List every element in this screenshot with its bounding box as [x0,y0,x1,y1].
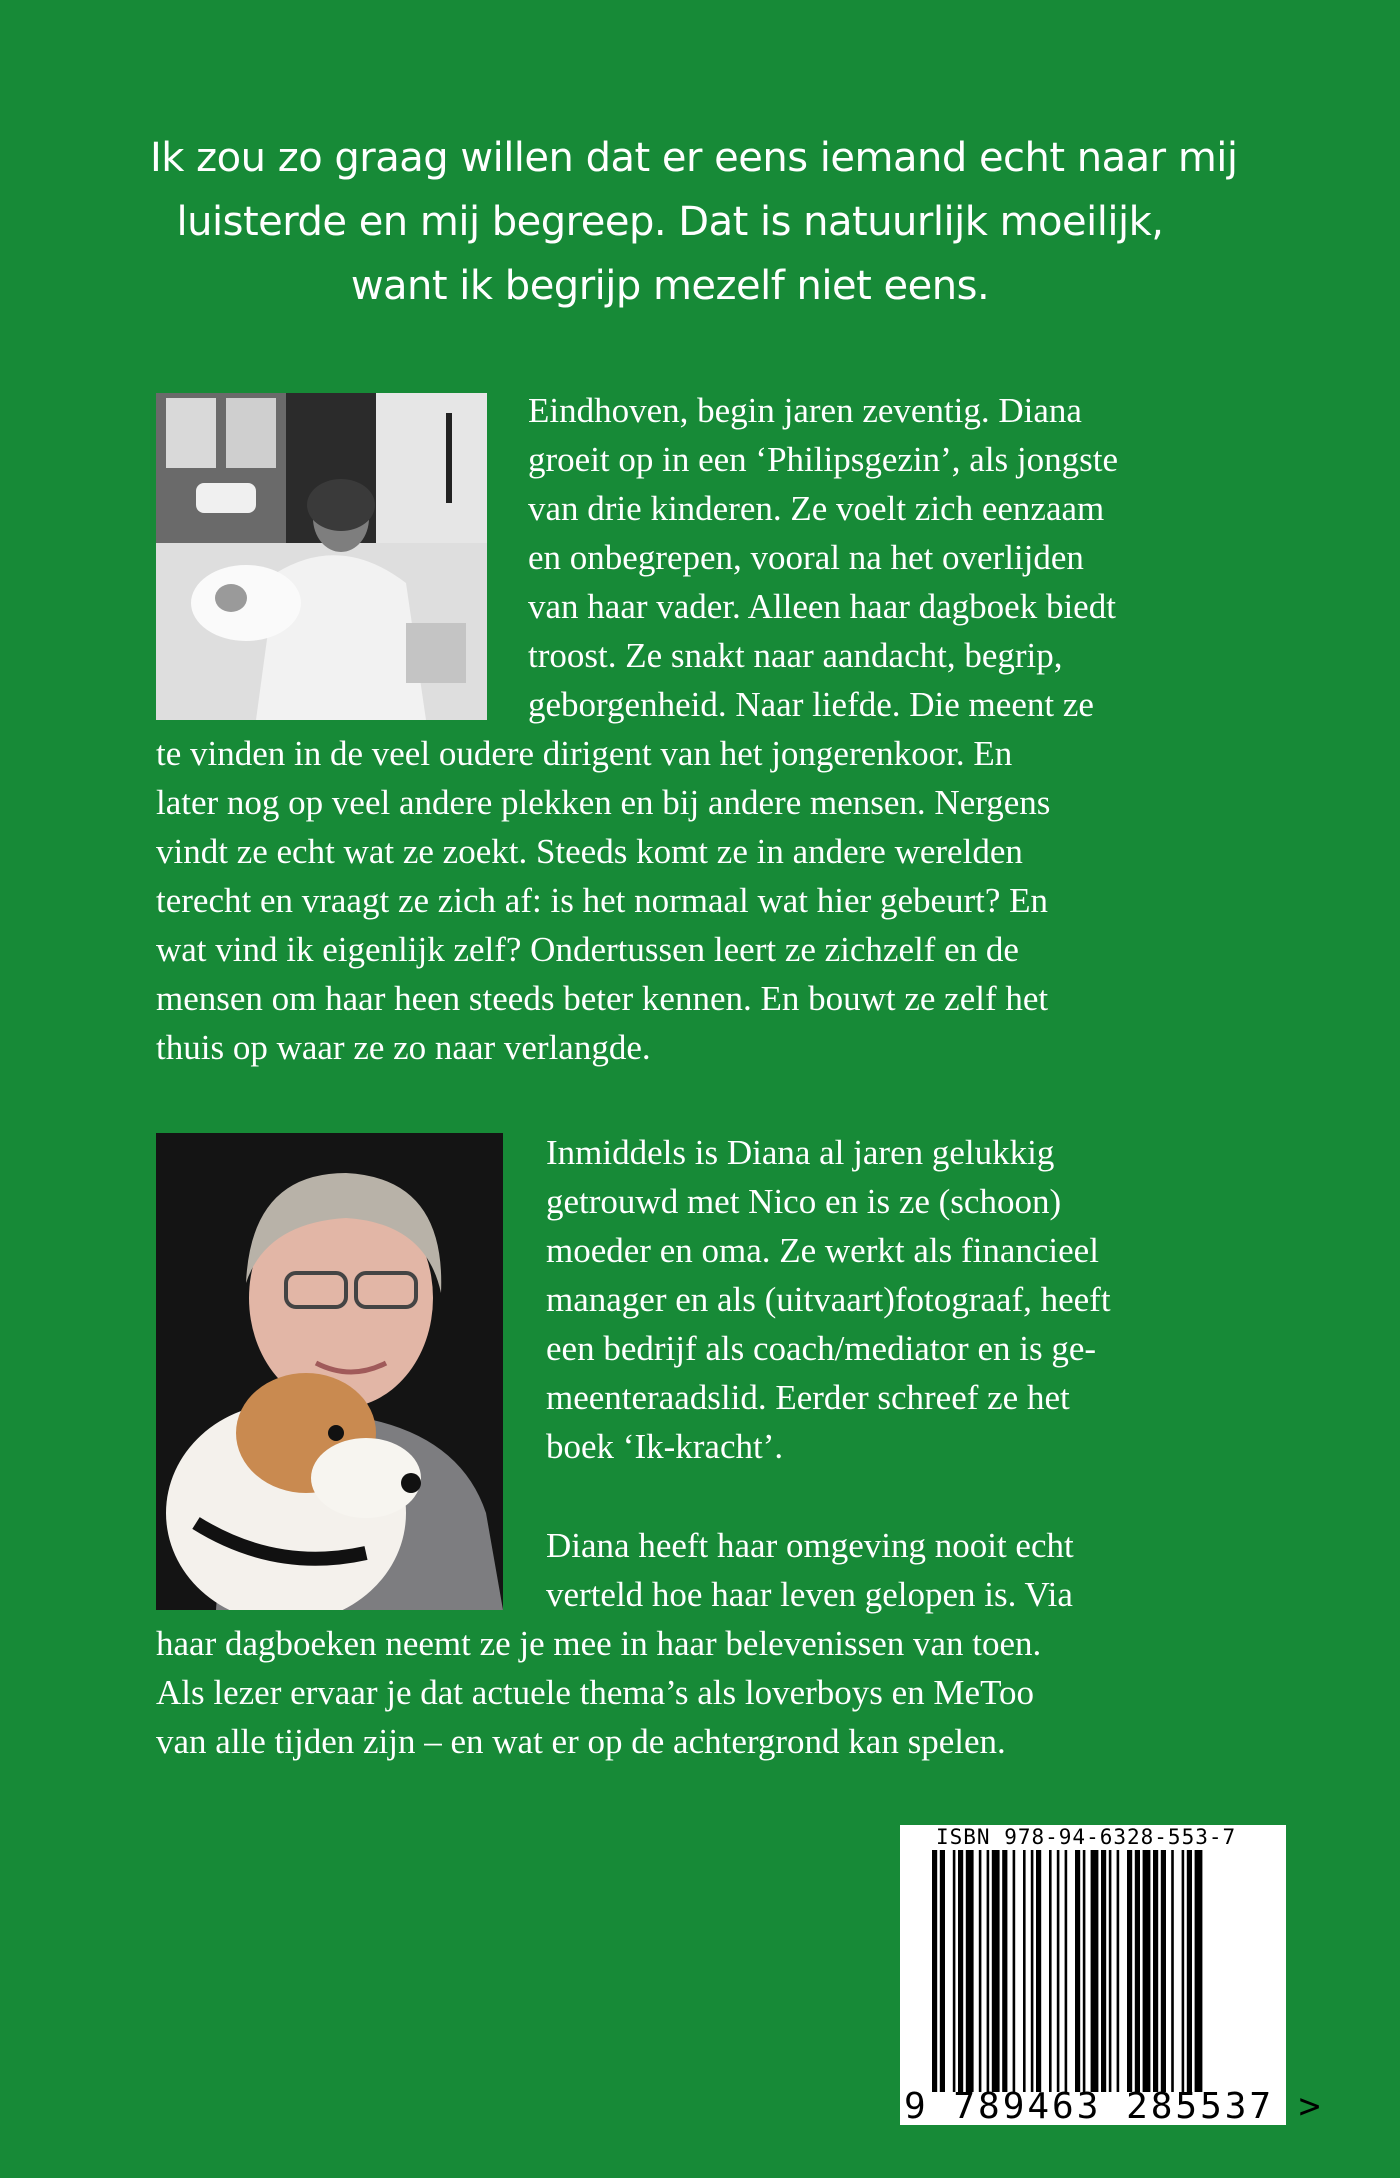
barcode-bars [932,1850,1252,2092]
intro-paragraph [156,386,1182,1072]
text-line: boek ‘Ik-kracht’. [546,1427,784,1466]
text-line: een bedrijf als coach/mediator en is ge- [546,1329,1097,1368]
text-line: haar dagboeken neemt ze je mee in haar belevenissen van toen. [156,1624,1042,1663]
isbn-label: ISBN 978-94-6328-553-7 [936,1825,1237,1849]
quote-line: want ik begrijp mezelf niet eens. [350,263,990,309]
text-line: Eindhoven, begin jaren zeventig. Diana [528,391,1082,430]
author-paragraph [156,1128,1182,1471]
text-line: thuis op waar ze zo naar verlangde. [156,1028,651,1067]
quote-line: luisterde en mij begreep. Dat is natuurlijk moeilijk, [176,199,1164,245]
text-line: mensen om haar heen steeds beter kennen. En bouwt ze zelf het [156,979,1049,1018]
text-line: terecht en vraagt ze zich af: is het normaal wat hier gebeurt? En [156,881,1049,920]
text-line: Inmiddels is Diana al jaren gelukkig [546,1133,1055,1172]
text-line: moeder en oma. Ze werkt als financieel [546,1231,1099,1270]
text-line: meenteraadslid. Eerder schreef ze het [546,1378,1070,1417]
text-line: manager en als (uitvaart)fotograaf, heeft [546,1280,1111,1319]
text-line: later nog op veel andere plekken en bij andere mensen. Nergens [156,783,1051,822]
text-line: geborgenheid. Naar liefde. Die meent ze [528,685,1094,724]
text-line: Diana heeft haar omgeving nooit echt [546,1526,1074,1565]
text-line: van alle tijden zijn – en wat er op de achtergrond kan spelen. [156,1722,1006,1761]
isbn-barcode [900,1825,1324,2127]
quote-line: Ik zou zo graag willen dat er eens iemand echt naar mij [150,135,1238,181]
text-line: groeit op in een ‘Philipsgezin’, als jongste [528,440,1119,479]
text-line: en onbegrepen, vooral na het overlijden [528,538,1084,577]
text-line: Als lezer ervaar je dat actuele thema’s als loverboys en MeToo [156,1673,1035,1712]
text-line: van drie kinderen. Ze voelt zich eenzaam [528,489,1105,528]
text-line: troost. Ze snakt naar aandacht, begrip, [528,636,1063,675]
text-line: getrouwd met Nico en is ze (schoon) [546,1182,1062,1221]
ean-digits: 9 789463 285537 > [904,2086,1324,2127]
closing-paragraph [156,1521,1182,1766]
text-line: vindt ze echt wat ze zoekt. Steeds komt ze in andere werelden [156,832,1023,871]
text-line: wat vind ik eigenlijk zelf? Ondertussen leert ze zichzelf en de [156,930,1019,969]
text-line: van haar vader. Alleen haar dagboek biedt [528,587,1116,626]
text-line: te vinden in de veel oudere dirigent van het jongerenkoor. En [156,734,1013,773]
cover-quote [150,126,1238,318]
text-line: verteld hoe haar leven gelopen is. Via [546,1575,1073,1614]
